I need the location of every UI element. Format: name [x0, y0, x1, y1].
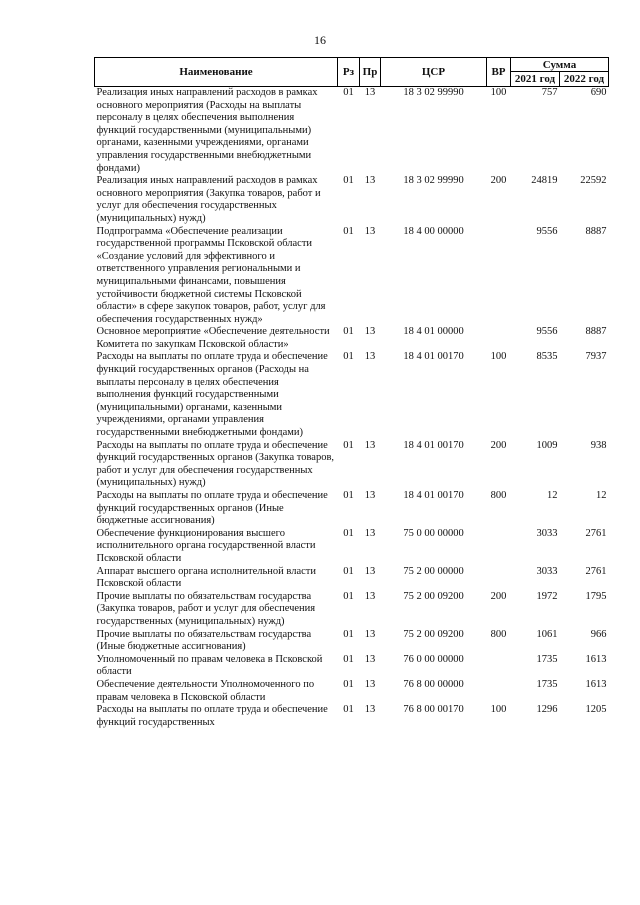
row-sum-2022: 22592	[580, 175, 607, 187]
row-sum-2022: 966	[590, 628, 607, 640]
row-csr: 76 8 00 00000	[403, 678, 464, 690]
table-row	[95, 591, 609, 629]
row-rz: 01	[343, 527, 354, 539]
table-row	[95, 528, 609, 566]
budget-table	[94, 57, 609, 729]
row-sum-2022: 2761	[585, 565, 607, 577]
row-name: Расходы на выплаты по оплате труда и обеспечение функций государственных органов (Расходы на выплаты персоналу в целях обеспечения выполнения функций государственными (муниципальными) органами, казенными учреждениями, органами управления государственными внебюджетными фондами)	[96, 351, 328, 439]
row-csr: 18 3 02 99990	[403, 175, 464, 187]
header-rz: Рз	[338, 58, 360, 87]
row-csr: 75 0 00 00000	[403, 527, 464, 539]
row-sum-2022: 1613	[585, 653, 607, 665]
row-csr: 76 8 00 00170	[403, 704, 464, 716]
row-vr	[487, 679, 511, 704]
row-vr	[487, 528, 511, 566]
row-rz: 01	[343, 439, 354, 451]
row-rz: 01	[343, 678, 354, 690]
row-rz: 01	[343, 704, 354, 716]
row-vr: 200	[490, 590, 507, 602]
row-sum-2022: 7937	[585, 351, 607, 363]
header-2021: 2021 год	[511, 72, 560, 87]
row-sum-2021: 8535	[536, 351, 558, 363]
row-rz: 01	[343, 628, 354, 640]
row-csr: 75 2 00 09200	[403, 628, 464, 640]
row-vr: 200	[490, 439, 507, 451]
row-name: Подпрограмма «Обеспечение реализации государственной программы Псковской области «Создание условий для эффективного и ответственного управления региональными и муниципальными финансами, повышения устойчивости бюджетной системы Псковской области» в сфере закупок товаров, работ, услуг для обеспечения государственных нужд»	[96, 225, 326, 325]
table-row	[95, 87, 609, 176]
row-pr: 13	[364, 704, 376, 716]
row-pr: 13	[364, 225, 376, 237]
row-csr: 75 2 00 00000	[403, 565, 464, 577]
row-pr: 13	[364, 678, 376, 690]
header-pr: Пр	[360, 58, 381, 87]
row-csr: 18 3 02 99990	[403, 87, 464, 98]
row-sum-2022: 2761	[585, 527, 607, 539]
row-sum-2021: 1972	[536, 590, 558, 602]
row-sum-2022: 1795	[585, 590, 607, 602]
page-number: 16	[314, 33, 326, 47]
table-row	[95, 440, 609, 490]
table-row	[95, 326, 609, 351]
header-csr: ЦСР	[381, 58, 487, 87]
row-vr	[487, 566, 511, 591]
row-sum-2022: 8887	[585, 326, 607, 338]
row-sum-2021: 3033	[536, 565, 558, 577]
row-sum-2021: 12	[547, 490, 558, 501]
row-sum-2021: 9556	[536, 326, 558, 338]
table-row	[95, 654, 609, 679]
table-body	[95, 87, 609, 730]
row-name: Расходы на выплаты по оплате труда и обеспечение функций государственных органов (Иные бюджетные ассигнования)	[96, 490, 328, 527]
header-2022: 2022 год	[560, 72, 609, 87]
table-row	[95, 490, 609, 528]
row-pr: 13	[364, 565, 376, 577]
table-row	[95, 629, 609, 654]
row-sum-2021: 1735	[536, 678, 558, 690]
row-csr: 18 4 01 00170	[403, 351, 464, 363]
row-sum-2021: 3033	[536, 527, 558, 539]
row-pr: 13	[364, 87, 376, 98]
row-pr: 13	[364, 351, 376, 363]
row-sum-2021: 1296	[536, 704, 558, 716]
row-sum-2021: 757	[541, 87, 558, 98]
row-name: Прочие выплаты по обязательствам государства (Иные бюджетные ассигнования)	[96, 628, 312, 653]
row-rz: 01	[343, 653, 354, 665]
row-vr	[487, 654, 511, 679]
row-csr: 18 4 01 00170	[403, 439, 464, 451]
row-rz: 01	[343, 326, 354, 338]
row-name: Аппарат высшего органа исполнительной власти Псковской области	[96, 565, 317, 590]
row-name: Уполномоченный по правам человека в Псковской области	[96, 653, 323, 678]
header-name: Наименование	[95, 58, 338, 87]
row-csr: 18 4 00 00000	[403, 225, 464, 237]
row-sum-2022: 12	[596, 490, 607, 501]
row-vr	[487, 326, 511, 351]
row-pr: 13	[364, 175, 376, 187]
table-row	[95, 704, 609, 729]
row-pr: 13	[364, 439, 376, 451]
row-pr: 13	[364, 490, 376, 501]
row-name: Реализация иных направлений расходов в рамках основного мероприятия (Закупка товаров, работ и услуг для обеспечения государственных (муниципальных) нужд)	[96, 175, 321, 224]
row-vr: 100	[490, 351, 507, 363]
header-vr: ВР	[487, 58, 511, 87]
row-pr: 13	[364, 326, 376, 338]
row-sum-2022: 690	[590, 87, 607, 98]
row-vr: 800	[490, 628, 507, 640]
row-name: Основное мероприятие «Обеспечение деятельности Комитета по закупкам Псковской области»	[96, 326, 330, 350]
row-name: Обеспечение деятельности Уполномоченного по правам человека в Псковской области	[96, 678, 315, 703]
row-sum-2021: 9556	[536, 225, 558, 237]
header-sum: Сумма	[511, 58, 609, 72]
row-name: Расходы на выплаты по оплате труда и обеспечение функций государственных	[96, 704, 328, 728]
row-pr: 13	[364, 653, 376, 665]
table-header	[95, 58, 609, 87]
row-vr: 100	[490, 704, 507, 716]
row-sum-2021: 24819	[531, 175, 558, 187]
table-row	[95, 351, 609, 439]
row-pr: 13	[364, 628, 376, 640]
table-row	[95, 175, 609, 225]
row-csr: 18 4 01 00170	[403, 490, 464, 501]
row-rz: 01	[343, 351, 354, 363]
row-vr: 800	[490, 490, 507, 501]
row-csr: 75 2 00 09200	[403, 590, 464, 602]
table-row	[95, 679, 609, 704]
row-rz: 01	[343, 225, 354, 237]
row-sum-2021: 1061	[536, 628, 558, 640]
row-sum-2022: 1613	[585, 678, 607, 690]
row-sum-2022: 938	[590, 439, 607, 451]
row-csr: 76 0 00 00000	[403, 653, 464, 665]
row-sum-2021: 1735	[536, 653, 558, 665]
row-vr: 100	[490, 87, 507, 98]
row-pr: 13	[364, 590, 376, 602]
row-sum-2022: 1205	[585, 704, 607, 716]
row-name: Расходы на выплаты по оплате труда и обеспечение функций государственных органов (Закупка товаров, работ и услуг для обеспечения государственных (муниципальных) нужд)	[96, 439, 335, 489]
row-rz: 01	[343, 490, 354, 501]
row-name: Реализация иных направлений расходов в рамках основного мероприятия (Расходы на выплаты персоналу в целях обеспечения выполнения функций государственными (муниципальными) органами, казенными учреждениями, органами управления государственными внебюджетными фондами)	[96, 87, 318, 174]
row-csr: 18 4 01 00000	[403, 326, 464, 338]
row-rz: 01	[343, 87, 354, 98]
row-rz: 01	[343, 175, 354, 187]
row-sum-2022: 8887	[585, 225, 607, 237]
row-pr: 13	[364, 527, 376, 539]
row-sum-2021: 1009	[536, 439, 558, 451]
row-rz: 01	[343, 590, 354, 602]
row-name: Обеспечение функционирования высшего исполнительного органа государственной власти Псковской области	[96, 527, 316, 564]
row-vr	[487, 226, 511, 327]
row-name: Прочие выплаты по обязательствам государства (Закупка товаров, работ и услуг для обеспечения государственных (муниципальных) нужд)	[96, 590, 316, 627]
row-vr: 200	[490, 175, 507, 187]
table-row	[95, 226, 609, 327]
row-rz: 01	[343, 565, 354, 577]
table-row	[95, 566, 609, 591]
